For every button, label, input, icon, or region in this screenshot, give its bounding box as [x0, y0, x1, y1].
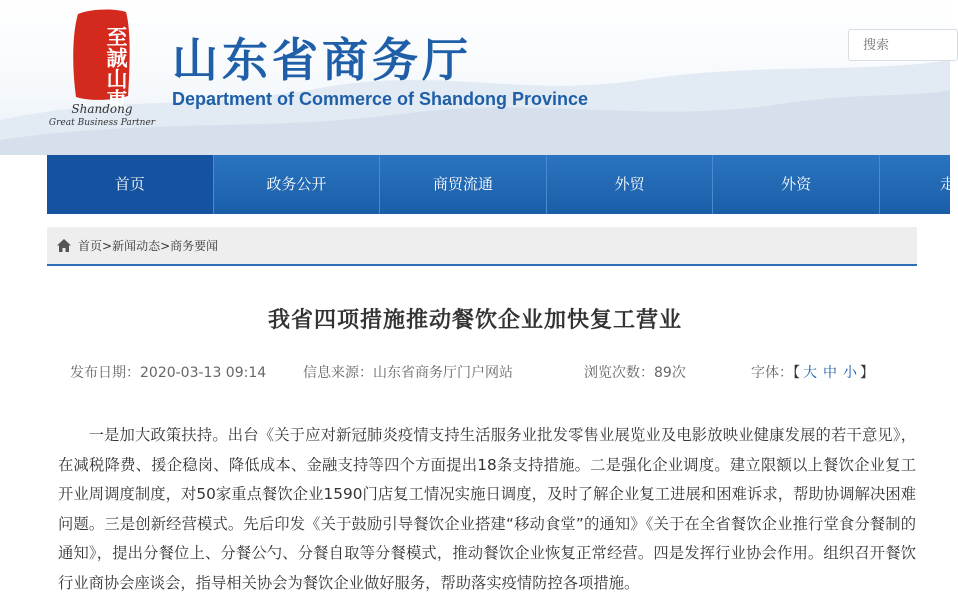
seal-text: 至誠山東 [104, 26, 129, 110]
site-title: 山东省商务厅 [172, 33, 472, 87]
search-box[interactable] [848, 29, 958, 61]
breadcrumb-commerce-news[interactable]: 商务要闻 [170, 239, 219, 253]
font-size-large-link[interactable]: 大 [803, 365, 817, 381]
breadcrumb-separator: > [102, 238, 113, 253]
info-source [303, 362, 513, 382]
nav-item-home[interactable]: 首页 [47, 155, 214, 214]
publish-date-value: 2020-03-13 09:14 [140, 365, 267, 381]
publish-date [70, 362, 266, 382]
font-size-small-link[interactable]: 小 [843, 365, 857, 381]
view-count [584, 362, 686, 382]
site-logo[interactable] [46, 8, 158, 133]
article-title: 我省四项措施推动餐饮企业加快复工营业 [267, 308, 682, 333]
breadcrumb-news[interactable]: 新闻动态 [112, 239, 161, 253]
view-count-value: 89次 [654, 365, 686, 381]
nav-item-trade-circulation[interactable]: 商贸流通 [380, 155, 547, 214]
font-size-medium-link[interactable]: 中 [823, 365, 837, 381]
breadcrumb-home[interactable]: 首页 [78, 239, 103, 253]
font-size-bracket-open: 【 [793, 365, 800, 381]
home-icon [57, 239, 71, 252]
publish-date-label: 发布日期： [70, 365, 140, 381]
site-subtitle: Department of Commerce of Shandong Province [172, 89, 589, 109]
font-size-bracket-close: 】 [860, 365, 874, 381]
site-header [0, 0, 950, 155]
breadcrumb-separator: > [160, 238, 171, 253]
info-source-label: 信息来源： [303, 365, 373, 381]
nav-item-government-affairs[interactable]: 政务公开 [214, 155, 381, 214]
font-size-label: 字体： [751, 365, 793, 381]
logo-slogan-text: Great Business Partner [48, 118, 156, 128]
main-nav [47, 155, 955, 214]
search-input[interactable] [849, 30, 957, 60]
info-source-value: 山东省商务厅门户网站 [373, 365, 513, 381]
font-size-selector [751, 362, 874, 382]
breadcrumb [47, 227, 917, 266]
nav-item-foreign-trade[interactable]: 外贸 [547, 155, 714, 214]
view-count-label: 浏览次数： [584, 365, 654, 381]
article-body: 一是加大政策扶持。出台《关于应对新冠肺炎疫情支持生活服务业批发零售业展览业及电影放映业健康发展的若干意见》，在减税降费、援企稳岗、降低成本、金融支持等四个方面提出18条支持措施。二是强化企业调度。建立限额以上餐饮企业复工开业周调度制度，对50家重点餐饮企业1590门店复工情况实施日调度，及时了解企业复工进展和困难诉求，帮助协调解决困难问题。三是创新经营模式。先后印发《关于鼓励引导餐饮企业搭建“移动食堂”的通知》《关于在全省餐饮企业推行堂食分餐制的通知》，提出分餐位上、分餐公勺、分餐自取等分餐模式，推动餐饮企业恢复正常经营。四是发挥行业协会作用。组织召开餐饮行业商协会座谈会，指导相关协会为餐饮企业做好服务，帮助落实疫情防控各项措施。 [58, 426, 916, 592]
logo-shandong-text: Shandong [71, 102, 133, 116]
nav-item-foreign-investment[interactable]: 外资 [713, 155, 880, 214]
nav-item-going-out[interactable]: 走 [939, 175, 955, 193]
